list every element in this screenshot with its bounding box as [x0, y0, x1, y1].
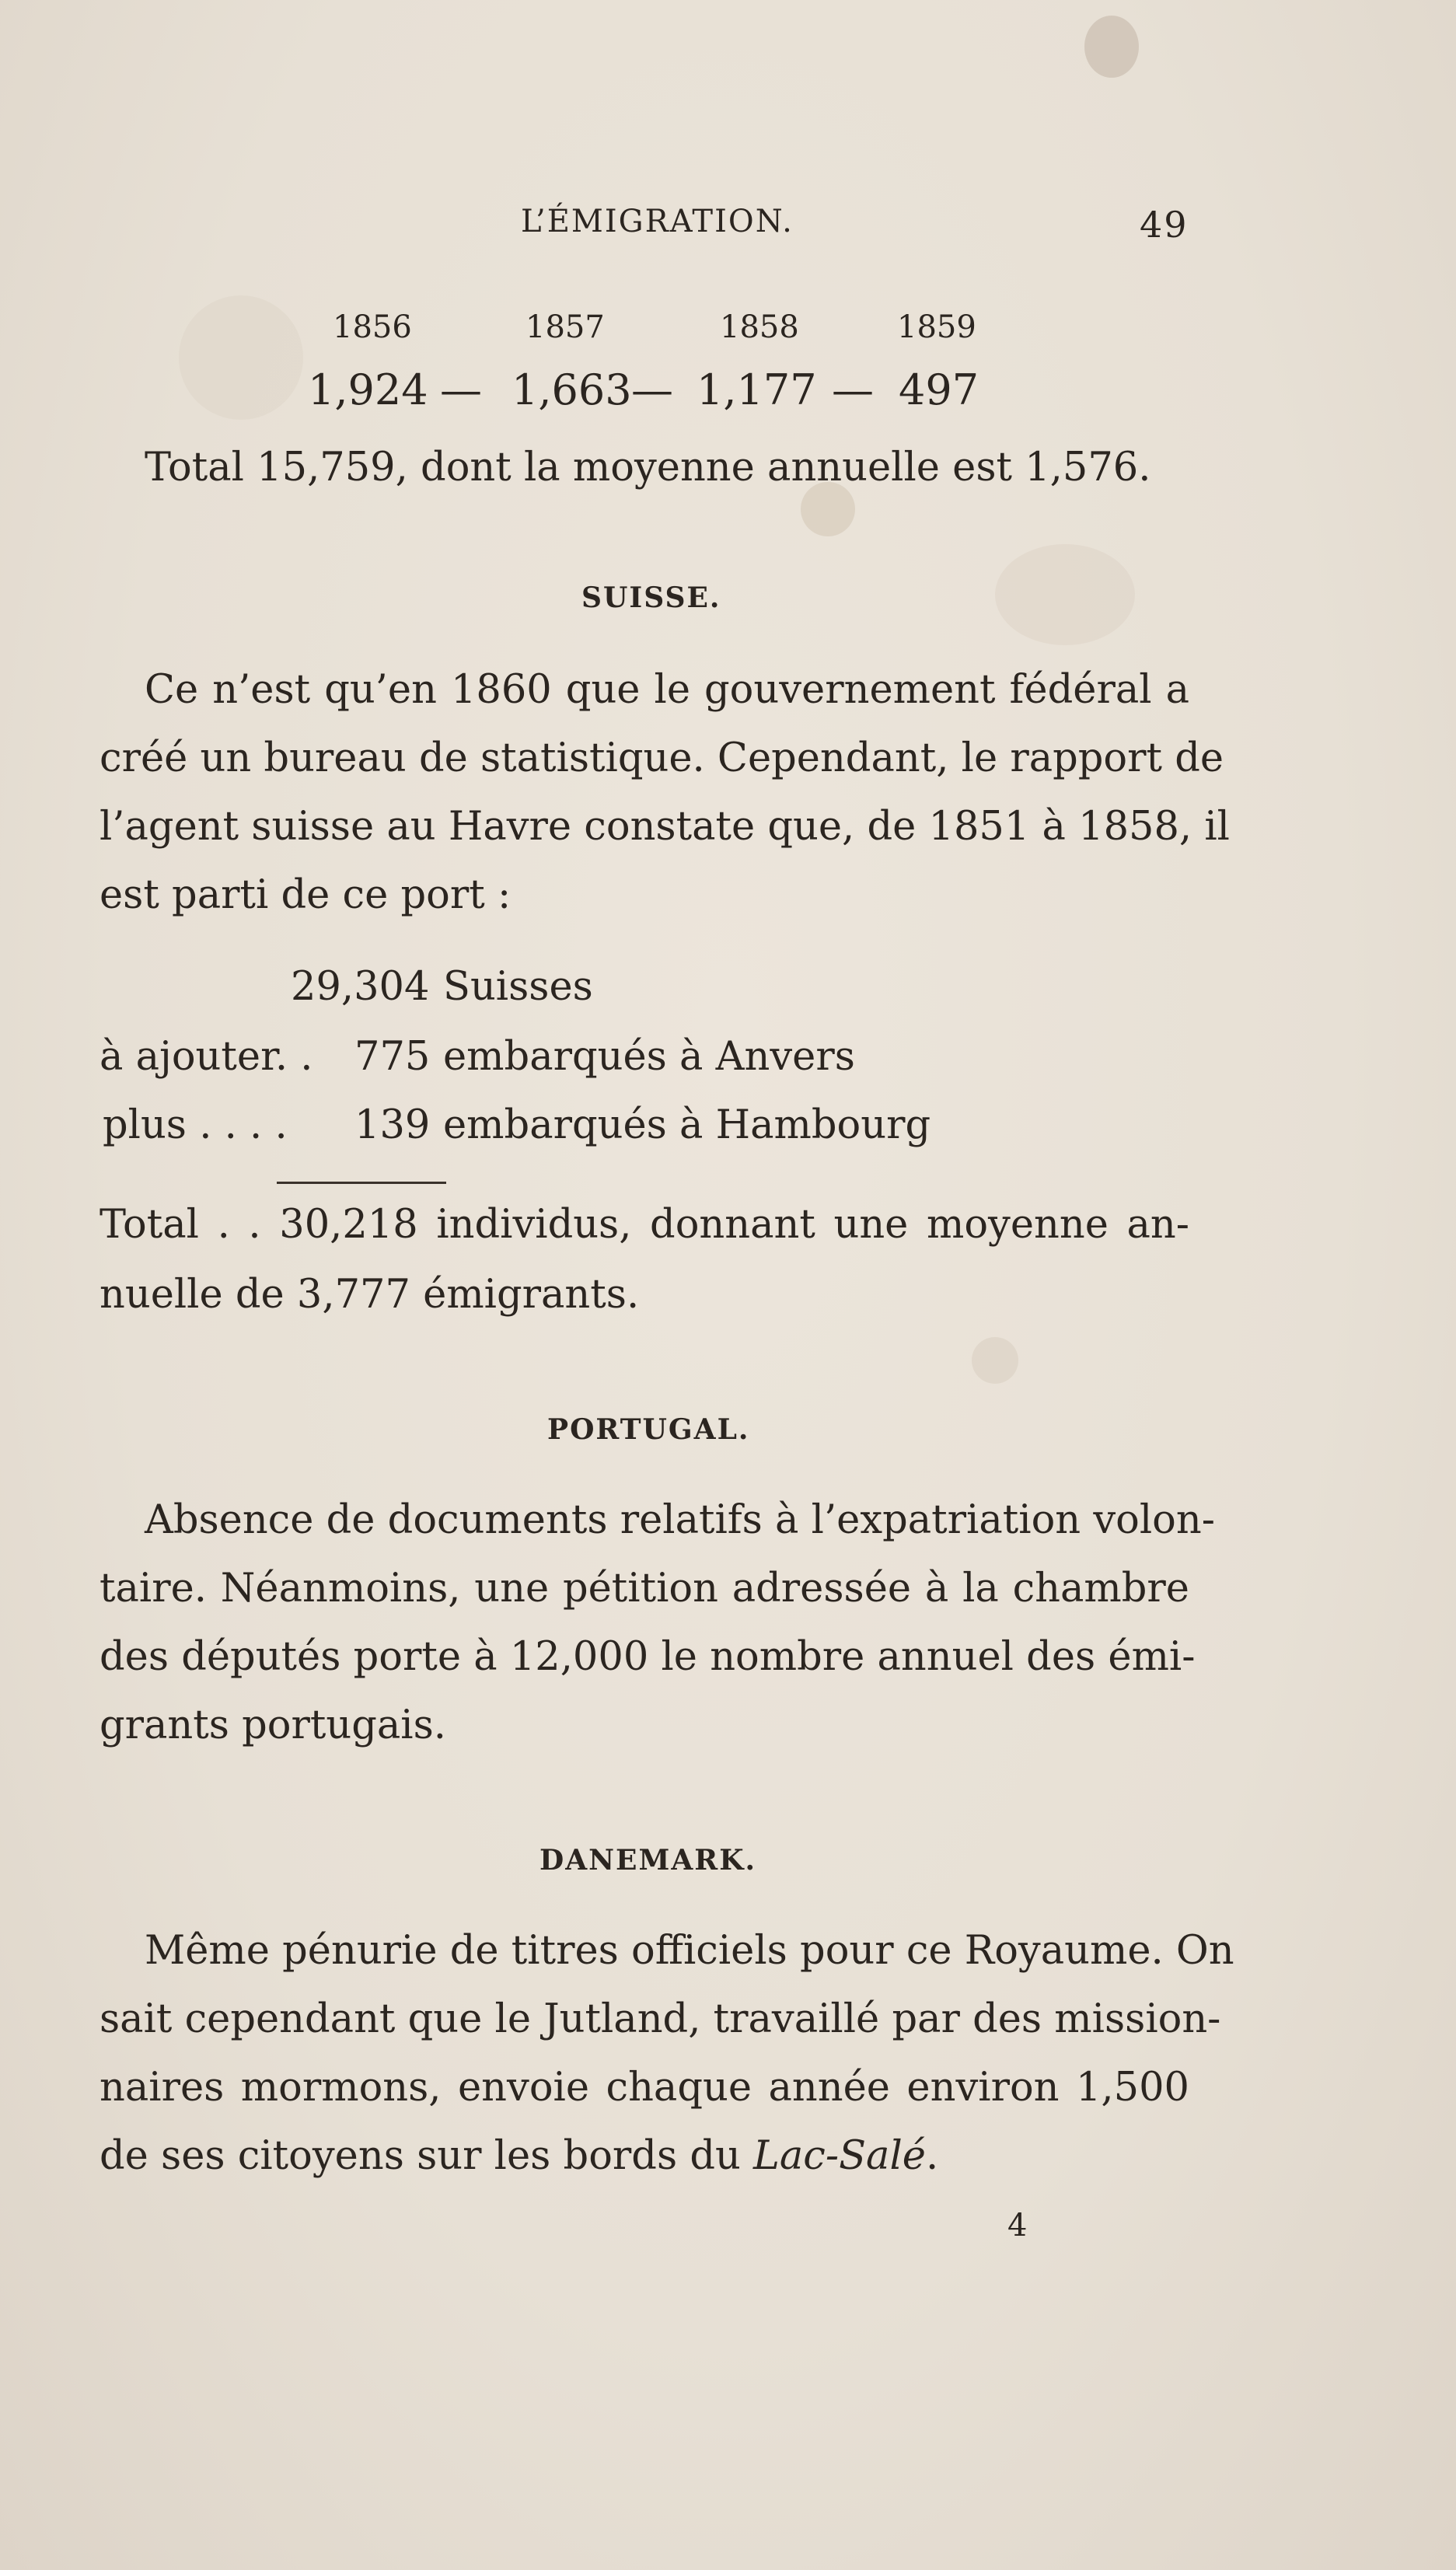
danemark-paragraph-line-last — [100, 2133, 938, 2179]
year-1858: 1858 — [720, 309, 799, 345]
portugal-paragraph-line: Absence de documents relatifs à l’expatriation volon- — [145, 1497, 1215, 1543]
danemark-last-line-text: de ses citoyens sur les bords du — [100, 2133, 754, 2179]
suisse-total-line: Total . . 30,218 individus, donnant une moyenne an- — [100, 1202, 1189, 1248]
value-1857: 1,663 — [512, 365, 632, 414]
paper-stain — [1084, 16, 1139, 78]
danemark-last-line-end: . — [925, 2133, 939, 2179]
suisse-paragraph-line: l’agent suisse au Havre constate que, de 1851 à 1858, il — [100, 804, 1230, 850]
year-1859: 1859 — [897, 309, 976, 345]
paper-stain — [972, 1337, 1018, 1384]
value-1856: 1,924 — [308, 365, 428, 414]
total-line: Total 15,759, dont la moyenne annuelle est 1,576. — [145, 445, 1151, 491]
year-1857: 1857 — [525, 309, 605, 345]
suisse-total-line: nuelle de 3,777 émigrants. — [100, 1272, 640, 1318]
suisse-table-label: embarqués à Anvers — [443, 1034, 855, 1080]
suisse-table-prefix: à ajouter. . — [100, 1034, 313, 1080]
portugal-paragraph-line: taire. Néanmoins, une pétition adressée à la chambre — [100, 1566, 1189, 1611]
suisse-table-number: 775 — [354, 1034, 431, 1080]
year-1856: 1856 — [333, 309, 412, 345]
suisse-table-number: 29,304 — [291, 964, 430, 1010]
suisse-table-label: Suisses — [443, 964, 593, 1010]
danemark-paragraph-line: naires mormons, envoie chaque année environ 1,500 — [100, 2065, 1189, 2111]
danemark-paragraph-line: sait cependant que le Jutland, travaillé par des mission- — [100, 1996, 1221, 2042]
portugal-paragraph-line: des députés porte à 12,000 le nombre annuel des émi- — [100, 1634, 1196, 1680]
value-1859: 497 — [899, 365, 979, 414]
running-header-title: L’ÉMIGRATION. — [521, 204, 794, 239]
dash-separator: — — [832, 365, 874, 414]
section-title-suisse: SUISSE. — [581, 581, 721, 614]
paper-stain — [179, 295, 303, 420]
page-number: 49 — [1140, 204, 1189, 246]
suisse-paragraph-line: est parti de ce port : — [100, 872, 512, 918]
suisse-table-prefix: plus . . . . — [103, 1102, 288, 1148]
signature-mark: 4 — [1007, 2208, 1028, 2244]
paper-stain — [995, 544, 1135, 645]
dash-separator: — — [631, 365, 673, 414]
suisse-table-number: 139 — [354, 1102, 431, 1148]
suisse-table-label: embarqués à Hambourg — [443, 1102, 931, 1148]
section-title-portugal: PORTUGAL. — [547, 1413, 750, 1446]
danemark-paragraph-line: Même pénurie de titres officiels pour ce Royaume. On — [145, 1928, 1234, 1974]
sum-rule — [277, 1182, 446, 1184]
portugal-paragraph-line: grants portugais. — [100, 1702, 446, 1748]
suisse-paragraph-line: Ce n’est qu’en 1860 que le gouvernement fédéral a — [145, 667, 1189, 713]
section-title-danemark: DANEMARK. — [539, 1844, 757, 1877]
suisse-paragraph-line: créé un bureau de statistique. Cependant, le rapport de — [100, 735, 1224, 781]
lac-sale-italic: Lac-Salé — [753, 2133, 926, 2179]
value-1858: 1,177 — [697, 365, 817, 414]
dash-separator: — — [440, 365, 482, 414]
